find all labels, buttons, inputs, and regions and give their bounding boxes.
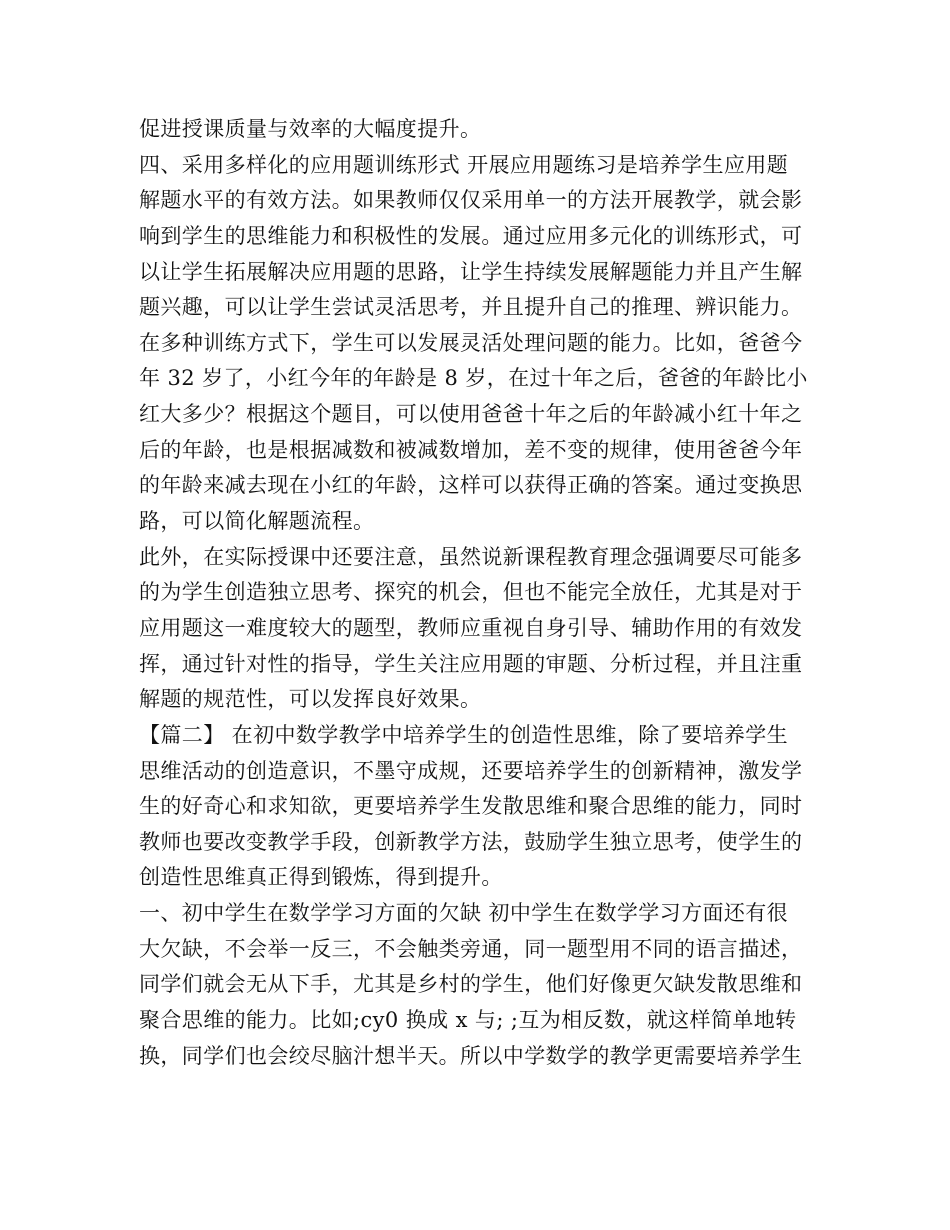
text-line-27: 换，同学们也会绞尽脑汁想半天。所以中学数学的教学更需要培养学生 xyxy=(139,1043,803,1068)
document-body xyxy=(139,112,819,1074)
text-line-9: 红大多少？根据这个题目，可以使用爸爸十年之后的年龄减小红十年之 xyxy=(139,402,803,427)
text-line-24: 大欠缺，不会举一反三，不会触类旁通，同一题型用不同的语言描述， xyxy=(139,936,803,961)
text-line-19: 思维活动的创造意识，不墨守成规，还要培养学生的创新精神，激发学 xyxy=(139,758,803,783)
text-line-1: 促进授课质量与效率的大幅度提升。 xyxy=(139,117,482,141)
text-line-16: 挥，通过针对性的指导，学生关注应用题的审题、分析过程，并且注重 xyxy=(139,651,803,676)
article-two-heading-line: 【篇二】 在初中数学教学中培养学生的创造性思维，除了要培养学生 xyxy=(139,722,789,747)
text-line-12: 路，可以简化解题流程。 xyxy=(139,509,375,534)
text-line-22: 创造性思维真正得到锻炼，得到提升。 xyxy=(139,865,503,890)
text-line-10: 后的年龄，也是根据减数和被减数增加，差不变的规律，使用爸爸今年 xyxy=(139,437,803,462)
text-line-17: 解题的规范性，可以发挥良好效果。 xyxy=(139,687,482,712)
text-line-15: 应用题这一难度较大的题型，教师应重视自身引导、辅助作用的有效发 xyxy=(139,615,803,640)
text-line-25: 同学们就会无从下手，尤其是乡村的学生，他们好像更欠缺发散思维和 xyxy=(139,972,803,997)
text-line-13: 此外，在实际授课中还要注意，虽然说新课程教育理念强调要尽可能多 xyxy=(139,544,803,569)
section-heading-line: 四、采用多样化的应用题训练形式 开展应用题练习是培养学生应用题 xyxy=(139,152,789,177)
section-one-heading-line: 一、初中学生在数学学习方面的欠缺 初中学生在数学学习方面还有很 xyxy=(139,901,789,926)
text-line-20: 生的好奇心和求知欲，更要培养学生发散思维和聚合思维的能力，同时 xyxy=(139,794,803,819)
text-line-4: 响到学生的思维能力和积极性的发展。通过应用多元化的训练形式，可 xyxy=(139,223,803,248)
text-line-3: 解题水平的有效方法。如果教师仅仅采用单一的方法开展教学，就会影 xyxy=(139,188,803,213)
text-line-6: 题兴趣，可以让学生尝试灵活思考，并且提升自己的推理、辨识能力。 xyxy=(139,295,803,320)
text-line-21: 教师也要改变教学手段，创新教学方法，鼓励学生独立思考，使学生的 xyxy=(139,829,803,854)
text-line-26: 聚合思维的能力。比如;cy0 换成 x 与; ;互为相反数，就这样简单地转 xyxy=(139,1008,797,1033)
text-line-11: 的年龄来减去现在小红的年龄，这样可以获得正确的答案。通过变换思 xyxy=(139,473,803,498)
text-line-5: 以让学生拓展解决应用题的思路，让学生持续发展解题能力并且产生解 xyxy=(139,259,803,284)
text-line-7: 在多种训练方式下，学生可以发展灵活处理问题的能力。比如，爸爸今 xyxy=(139,330,803,355)
text-line-14: 的为学生创造独立思考、探究的机会，但也不能完全放任，尤其是对于 xyxy=(139,580,803,605)
text-line-8: 年 32 岁了，小红今年的年龄是 8 岁，在过十年之后，爸爸的年龄比小 xyxy=(139,366,808,391)
